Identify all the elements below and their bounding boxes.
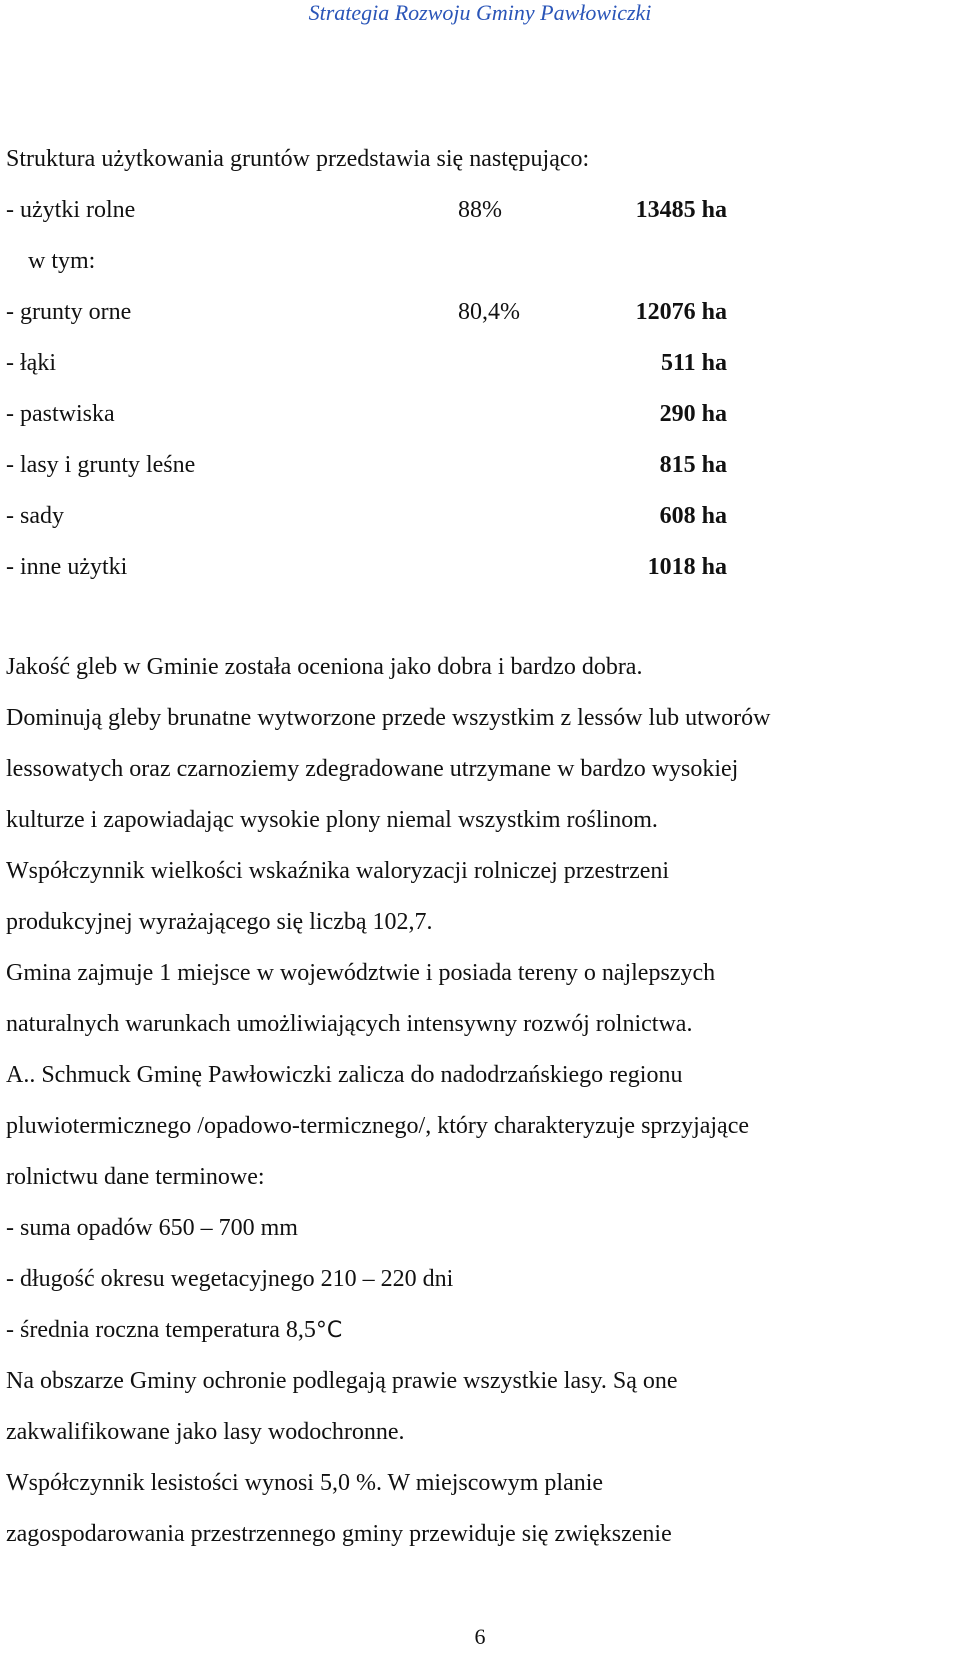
row-area: 815 ha xyxy=(659,452,727,478)
table-row xyxy=(6,287,946,338)
row-label: - grunty orne xyxy=(6,299,132,325)
spacer xyxy=(6,593,946,642)
document-body xyxy=(6,134,946,1560)
text-line: Współczynnik wielkości wskaźnika waloryzacji rolniczej przestrzeni xyxy=(6,858,670,884)
text-line: zakwalifikowane jako lasy wodochronne. xyxy=(6,1419,405,1445)
row-label: - inne użytki xyxy=(6,554,128,580)
temperature-unit: °C xyxy=(315,1318,343,1343)
row-area: 12076 ha xyxy=(635,299,727,325)
row-label: - łąki xyxy=(6,350,56,376)
table-row xyxy=(6,185,946,236)
page-number: 6 xyxy=(474,1624,486,1649)
row-area: 511 ha xyxy=(660,350,727,376)
text-line: Gmina zajmuje 1 miejsce w województwie i posiada tereny o najlepszych xyxy=(6,960,716,986)
text-line: A.. Schmuck Gminę Pawłowiczki zalicza do nadodrzańskiego regionu xyxy=(6,1062,683,1088)
text-line: - suma opadów 650 – 700 mm xyxy=(6,1215,298,1241)
row-label: - pastwiska xyxy=(6,401,115,427)
table-row xyxy=(6,236,946,287)
land-use-table xyxy=(6,185,946,593)
table-row xyxy=(6,440,946,491)
row-percent: 88% xyxy=(458,197,502,223)
row-percent: 80,4% xyxy=(458,299,520,325)
text-line: Współczynnik lesistości wynosi 5,0 %. W miejscowym planie xyxy=(6,1470,604,1496)
table-row xyxy=(6,491,946,542)
row-label: - sady xyxy=(6,503,64,529)
body-text xyxy=(6,642,946,1560)
row-area: 13485 ha xyxy=(635,197,727,223)
text-line: rolnictwu dane terminowe: xyxy=(6,1164,265,1190)
text-line: Na obszarze Gminy ochronie podlegają prawie wszystkie lasy. Są one xyxy=(6,1368,678,1394)
text-line: pluwiotermicznego /opadowo-termicznego/, który charakteryzuje sprzyjające xyxy=(6,1113,750,1139)
row-area: 608 ha xyxy=(659,503,727,529)
row-area: 1018 ha xyxy=(647,554,727,580)
text-line: produkcyjnej wyrażającego się liczbą 102,7. xyxy=(6,909,433,935)
text-line: naturalnych warunkach umożliwiających intensywny rozwój rolnictwa. xyxy=(6,1011,693,1037)
row-label: - lasy i grunty leśne xyxy=(6,452,196,478)
row-area: 290 ha xyxy=(659,401,727,427)
table-row xyxy=(6,338,946,389)
temperature-text: - średnia roczna temperatura 8,5 xyxy=(6,1317,316,1343)
text-line: Jakość gleb w Gminie została oceniona jako dobra i bardzo dobra. xyxy=(6,654,643,680)
text-line: zagospodarowania przestrzennego gminy przewiduje się zwiększenie xyxy=(6,1521,672,1547)
document-header: Strategia Rozwoju Gminy Pawłowiczki xyxy=(308,0,652,25)
table-row xyxy=(6,542,946,593)
text-line: - długość okresu wegetacyjnego 210 – 220 dni xyxy=(6,1266,454,1292)
intro-text: Struktura użytkowania gruntów przedstawia się następująco: xyxy=(6,146,590,172)
text-line: lessowatych oraz czarnoziemy zdegradowane utrzymane w bardzo wysokiej xyxy=(6,756,739,782)
text-line: Dominują gleby brunatne wytworzone przede wszystkim z lessów lub utworów xyxy=(6,705,771,731)
table-row xyxy=(6,389,946,440)
row-label: w tym: xyxy=(28,248,96,274)
temperature-line xyxy=(6,1305,946,1356)
text-line: kulturze i zapowiadając wysokie plony niemal wszystkim roślinom. xyxy=(6,807,658,833)
row-label: - użytki rolne xyxy=(6,197,136,223)
